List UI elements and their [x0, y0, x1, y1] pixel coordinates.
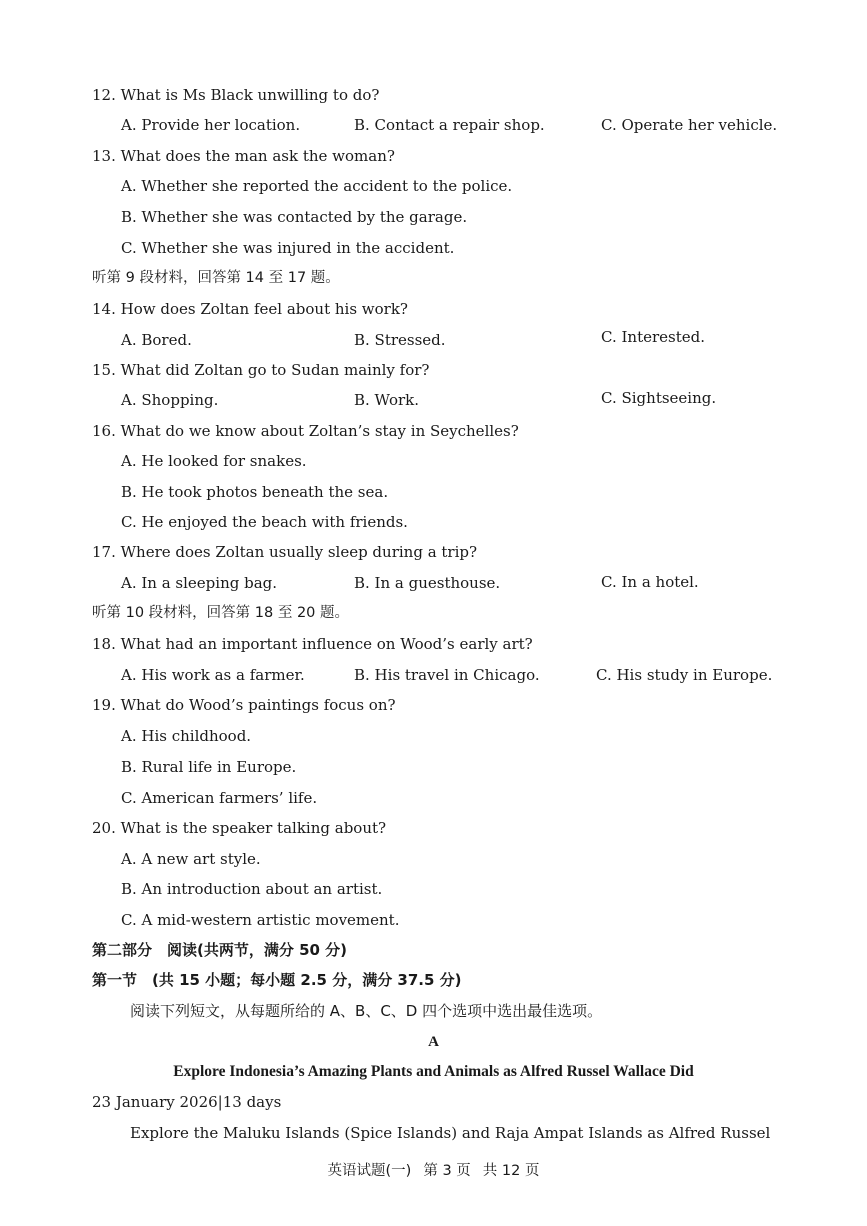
question-20-stem: 20. What is the speaker talking about?: [92, 819, 387, 837]
question-12-stem: 12. What is Ms Black unwilling to do?: [92, 86, 380, 104]
question-13-option-a: A. Whether she reported the accident to the police.: [121, 177, 513, 195]
passage-title: Explore Indonesia’s Amazing Plants and Animals as Alfred Russel Wallace Did: [173, 1063, 694, 1080]
question-16-stem: 16. What do we know about Zoltan’s stay in Seychelles?: [92, 422, 519, 440]
listening-note-10: 听第 10 段材料，回答第 18 至 20 题。: [92, 605, 350, 621]
question-12-option-c: C. Operate her vehicle.: [601, 116, 778, 134]
passage-date-line: 23 January 2026|13 days: [92, 1093, 282, 1111]
reading-section-title: 第一节 (共 15 小题；每小题 2.5 分，满分 37.5 分): [92, 971, 462, 989]
question-20-option-a: A. A new art style.: [121, 850, 261, 868]
footer-total: 共 12 页: [482, 1163, 540, 1179]
question-19-stem: 19. What do Wood’s paintings focus on?: [92, 696, 396, 714]
listening-note-9: 听第 9 段材料，回答第 14 至 17 题。: [92, 270, 340, 286]
question-13-option-c: C. Whether she was injured in the accident.: [121, 239, 455, 257]
question-14-option-b: B. Stressed.: [354, 331, 446, 349]
question-14-option-a: A. Bored.: [121, 331, 192, 349]
question-19-option-c: C. American farmers’ life.: [121, 789, 318, 807]
question-17-stem: 17. Where does Zoltan usually sleep during a trip?: [92, 543, 478, 561]
question-12-option-a: A. Provide her location.: [121, 116, 301, 134]
question-19-option-a: A. His childhood.: [121, 727, 252, 745]
question-18-option-a: A. His work as a farmer.: [121, 666, 305, 684]
question-16-option-a: A. He looked for snakes.: [121, 452, 307, 470]
reading-instruction: 阅读下列短文，从每题所给的 A、B、C、D 四个选项中选出最佳选项。: [130, 1002, 603, 1020]
question-14-stem: 14. How does Zoltan feel about his work?: [92, 300, 408, 318]
question-15-stem: 15. What did Zoltan go to Sudan mainly for?: [92, 361, 430, 379]
question-16-option-c: C. He enjoyed the beach with friends.: [121, 513, 408, 531]
question-17-option-c: C. In a hotel.: [601, 573, 699, 591]
passage-letter: A: [428, 1034, 439, 1050]
question-17-option-a: A. In a sleeping bag.: [121, 574, 278, 592]
question-18-stem: 18. What had an important influence on Wood’s early art?: [92, 635, 533, 653]
question-15-option-b: B. Work.: [354, 391, 420, 409]
reading-part-title: 第二部分 阅读(共两节，满分 50 分): [92, 941, 348, 959]
question-13-option-b: B. Whether she was contacted by the garage.: [121, 208, 468, 226]
question-15-option-a: A. Shopping.: [121, 391, 219, 409]
question-18-option-b: B. His travel in Chicago.: [354, 666, 540, 684]
question-13-stem: 13. What does the man ask the woman?: [92, 147, 395, 165]
question-12-option-b: B. Contact a repair shop.: [354, 116, 545, 134]
footer-page: 第 3 页: [423, 1163, 471, 1179]
footer-subject: 英语试题(一): [327, 1163, 412, 1179]
page-footer: [0, 1161, 867, 1181]
question-20-option-c: C. A mid-western artistic movement.: [121, 911, 400, 929]
question-15-option-c: C. Sightseeing.: [601, 389, 717, 407]
question-20-option-b: B. An introduction about an artist.: [121, 880, 383, 898]
question-19-option-b: B. Rural life in Europe.: [121, 758, 297, 776]
question-18-option-c: C. His study in Europe.: [596, 666, 773, 684]
passage-first-line: Explore the Maluku Islands (Spice Islands) and Raja Ampat Islands as Alfred Russel: [130, 1124, 771, 1142]
question-17-option-b: B. In a guesthouse.: [354, 574, 501, 592]
question-14-option-c: C. Interested.: [601, 328, 705, 346]
question-16-option-b: B. He took photos beneath the sea.: [121, 483, 389, 501]
